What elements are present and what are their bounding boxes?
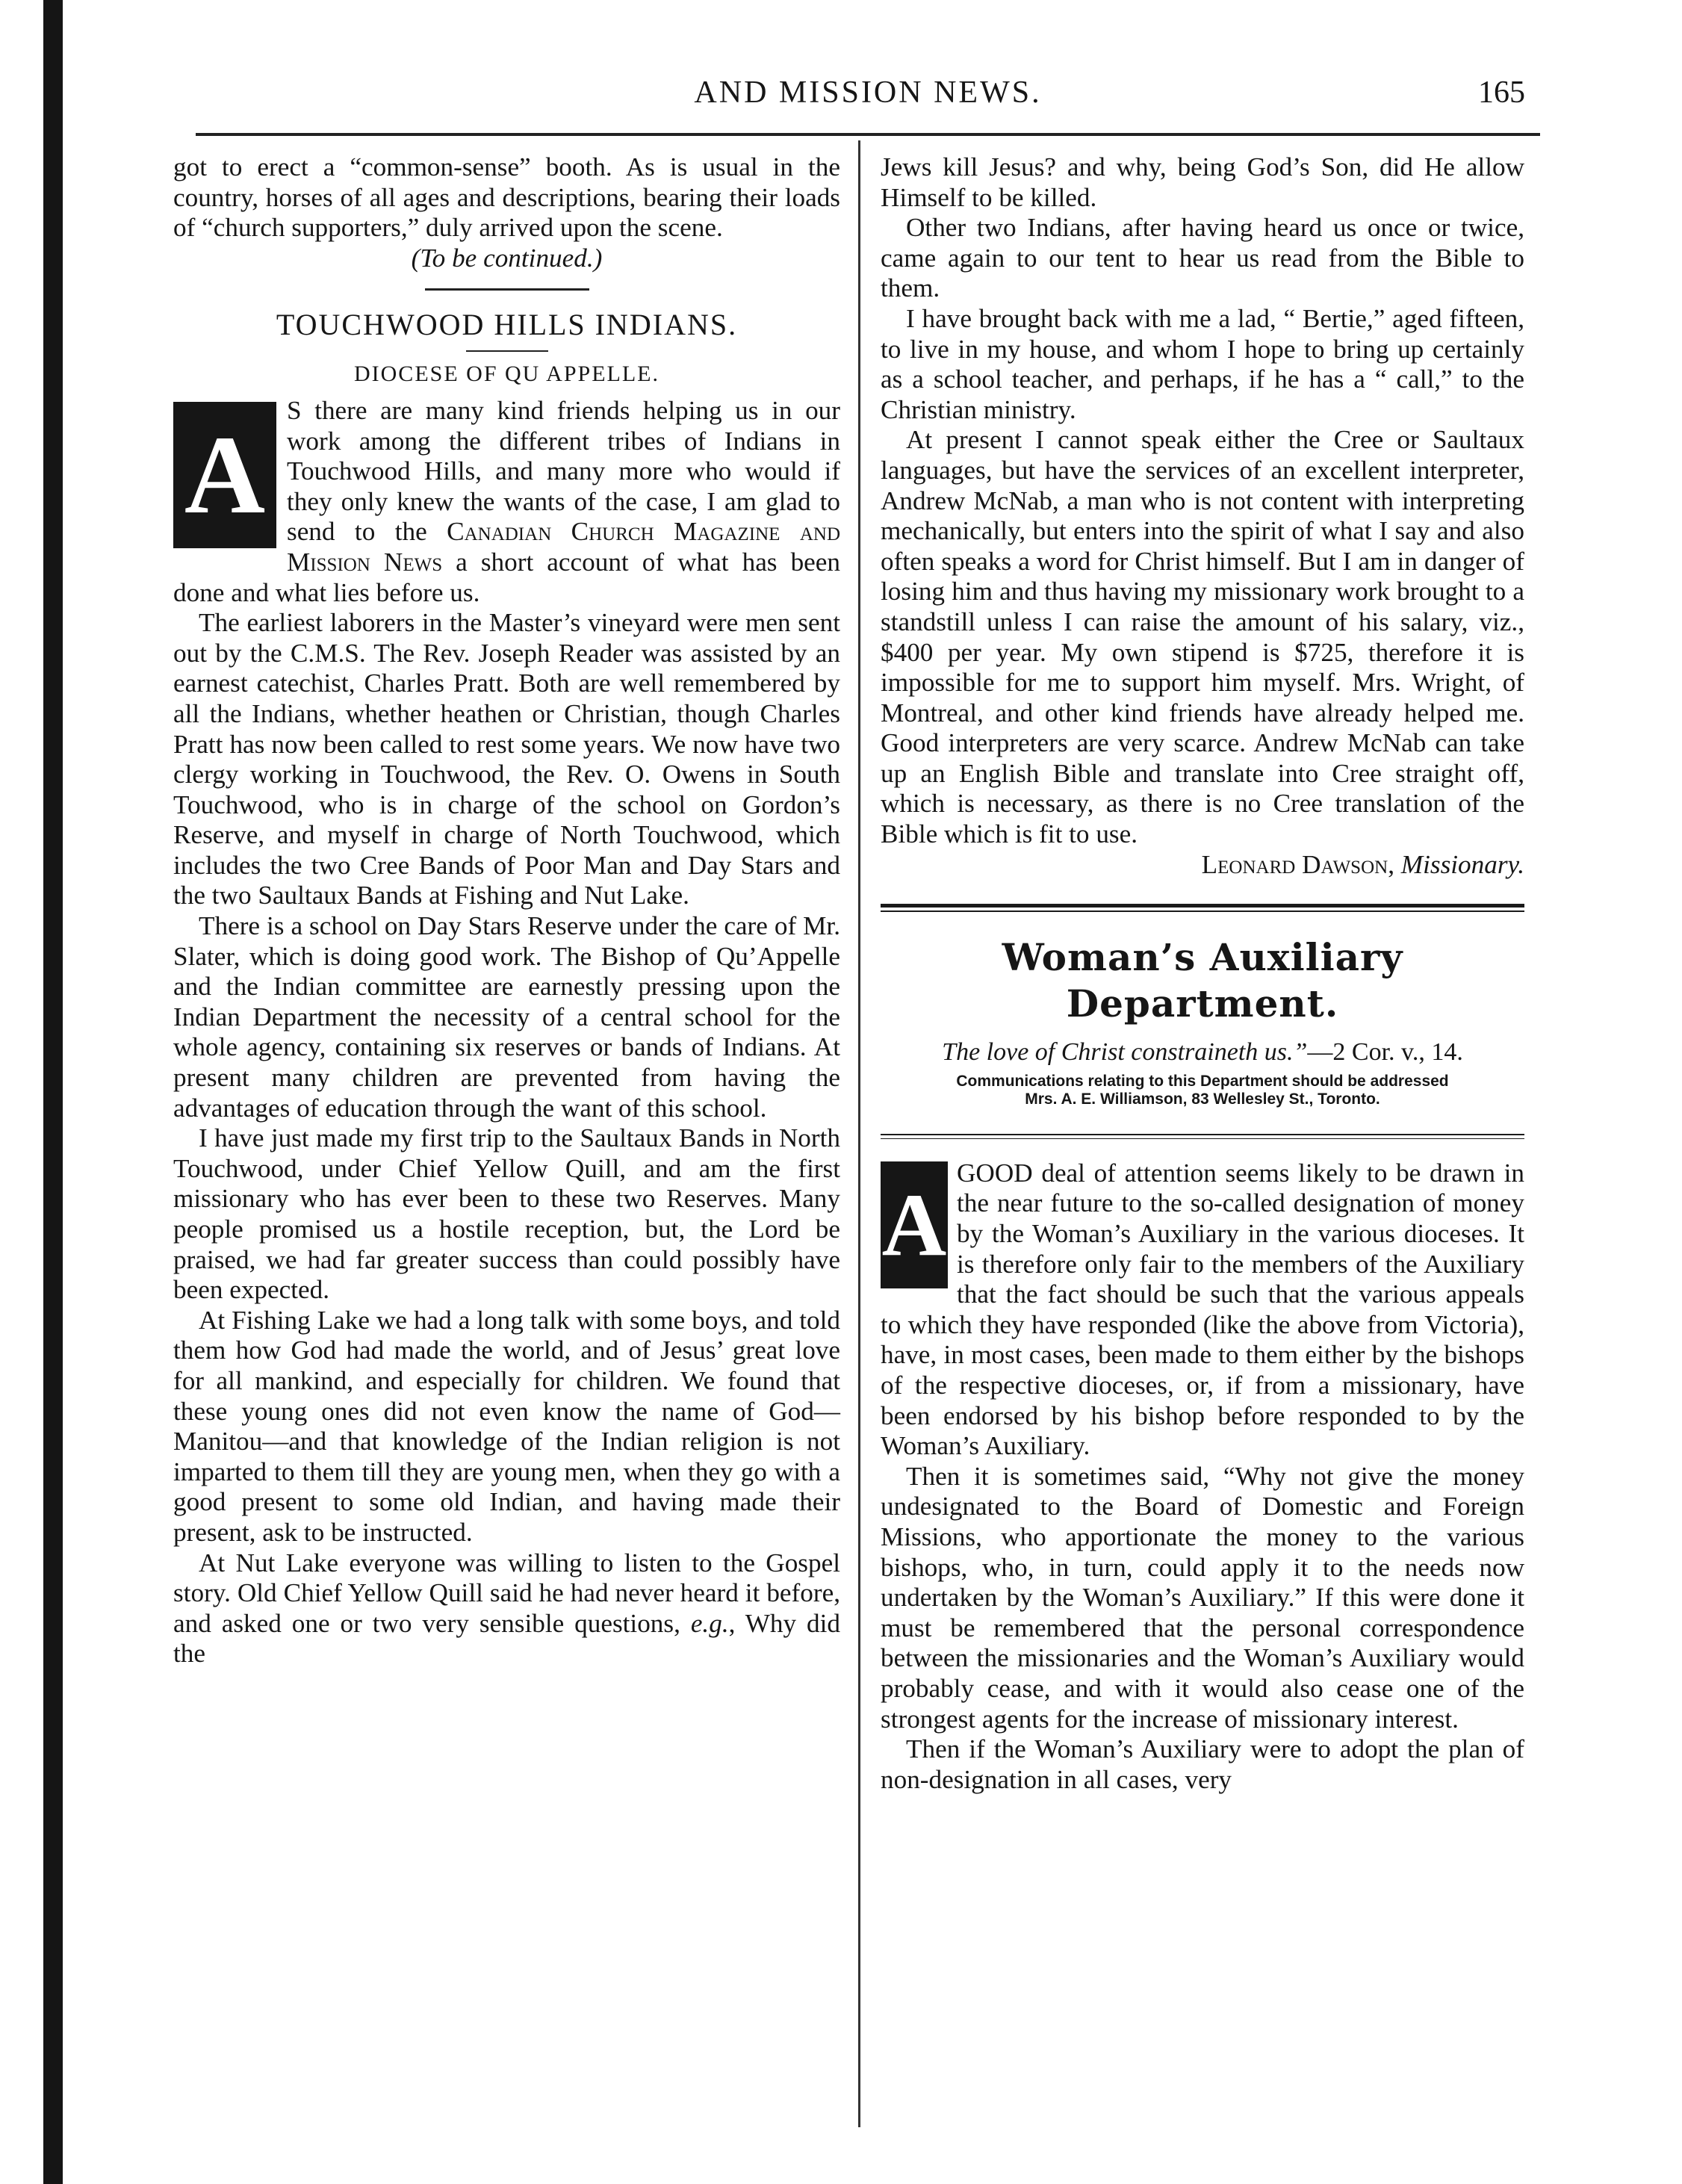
paragraph-1-tail: a short account of what has been done and what lies before us. — [173, 547, 840, 607]
page-number: 165 — [1478, 75, 1525, 110]
column-divider — [858, 140, 860, 2127]
binding-edge — [43, 0, 63, 2184]
article-paragraph-2: The earliest laborers in the Master’s vineyard were men sent out by the C.M.S. The Rev. Joseph Reader was assisted by an earnest catechist, Charles Pratt. Both are well remembered by all the Indians, whether heathen or Christian, though Charles Pratt has now been called to rest some years. We now have two clergy working in Touchwood, the Rev. O. Owens in South Touchwood, who is in charge of the school on Gordon’s Reserve, and myself in charge of North Touchwood, which includes the two Cree Bands of Poor Man and Day Stars and the two Saultaux Bands at Fishing and Nut Lake. — [173, 608, 840, 910]
carry-over-paragraph: got to erect a “common-sense” booth. As is usual in the country, horses of all ages and descriptions, bearing their loads of “church supporters,” duly arrived upon the scene. — [173, 152, 840, 243]
ornamental-drop-cap: A — [173, 402, 276, 548]
to-be-continued: (To be continued.) — [411, 243, 603, 273]
paragraph-6-eg: e.g. — [690, 1608, 729, 1638]
department-paragraph-1 — [881, 1158, 1524, 1462]
running-title: AND MISSION NEWS. — [694, 75, 1042, 110]
paragraph-1-lead: S there are many kind friends helping us in our work among the different tribes of Indians in Touchwood Hills, and many more who would if they only knew the wants of the case, I am glad to send to the — [287, 395, 840, 547]
header-rule — [196, 133, 1540, 136]
section-rule — [425, 288, 589, 291]
notice-line-2: Mrs. A. E. Williamson, 83 Wellesley St., Toronto. — [1025, 1090, 1380, 1108]
notice-rule — [881, 1134, 1524, 1139]
article-title: TOUCHWOOD HILLS INDIANS. — [276, 308, 738, 342]
signature-role: Missionary. — [1400, 849, 1524, 879]
department-paragraph-3: Then if the Woman’s Auxiliary were to adopt the plan of non-designation in all cases, very — [881, 1734, 1524, 1794]
department-paragraph-1-text: GOOD deal of attention seems likely to be drawn in the near future to the so-called designation of money by the Woman’s Auxiliary in the various dioceses. It is therefore only fair to the members of the Auxiliary that the fact should be such that the various appeals to which they have responded (like the above from Victoria), have, in most cases, been made to them either by the bishops of the respective dioceses, or, if from a missionary, have been endorsed by his bishop before responded to by the Woman’s Auxiliary. — [881, 1158, 1524, 1461]
article-paragraph-3: There is a school on Day Stars Reserve under the care of Mr. Slater, which is doing good work. The Bishop of Qu’Appelle and the Indian committee are earnestly pressing upon the Indian Department the necessity of a central school for the whole agency, containing six reserves or bands of Indians. At present many children are prevented from having the advantages of education through the want of this school. — [173, 911, 840, 1123]
paragraph-6-tail: , Why did the — [173, 1608, 840, 1669]
left-column — [173, 152, 840, 1669]
department-paragraph-2: Then it is sometimes said, “Why not give the money undesignated to the Board of Domestic and Foreign Missions, who apportionate the money to the various bishops, who, in turn, could apply it to the needs now undertaken by the Woman’s Auxiliary.” If this were done it must be remembered that the personal correspondence between the missionaries and the Woman’s Auxiliary would probably cease, and with it would also cease one of the strongest agents for the increase of missionary interest. — [881, 1461, 1524, 1734]
department-motto — [881, 1037, 1524, 1068]
signature-name: Leonard Dawson, — [1201, 849, 1394, 879]
magazine-page — [173, 69, 1540, 2145]
right-paragraph-4: At present I cannot speak either the Cree or Saultaux languages, but have the services of an excellent interpreter, Andrew McNab, a man who is not content with interpreting mechanically, but enters into the spirit of what I say and also often speaks a word for Christ himself. But I am in danger of losing him and thus having my missionary work brought to a standstill unless I can raise the amount of his salary, viz., $400 per year. My own stipend is $725, therefore it is impossible for me to support him myself. Mrs. Wright, of Montreal, and other kind friends have already helped me. Good interpreters are very scarce. Andrew McNab can take up an English Bible and translate into Cree straight off, which is necessary, as there is no Cree translation of the Bible which is fit to use. — [881, 425, 1524, 849]
notice-line-1: Communications relating to this Department should be addressed — [956, 1072, 1449, 1090]
motto-reference: —2 Cor. v., 14. — [1307, 1038, 1463, 1067]
continued-paragraph: Jews kill Jesus? and why, being God’s Son, did He allow Himself to be killed. — [881, 152, 1524, 212]
department-rule — [881, 904, 1524, 912]
article-paragraph-1 — [173, 396, 840, 608]
ornamental-drop-cap: A — [881, 1161, 948, 1288]
right-paragraph-3: I have brought back with me a lad, “ Bertie,” aged fifteen, to live in my house, and whom I hope to bring up certainly as a school teacher, and perhaps, if he has a “ call,” to the Christian ministry. — [881, 303, 1524, 424]
title-rule — [466, 350, 548, 352]
article-paragraph-4: I have just made my first trip to the Saultaux Bands in North Touchwood, under Chief Yellow Quill, and am the first missionary who has ever been to these two Reserves. Many people promised us a hostile reception, but, the Lord be praised, we had far greater success than could possibly have been expected. — [173, 1123, 840, 1305]
right-paragraph-2: Other two Indians, after having heard us once or twice, came again to our tent to hear us read from the Bible to them. — [881, 213, 1524, 303]
department-title: Woman’s Auxiliary Department. — [1002, 935, 1403, 1026]
page-header — [196, 69, 1540, 140]
paragraph-6-lead: At Nut Lake everyone was willing to listen to the Gospel story. Old Chief Yellow Quill said he had never heard it before, and asked one or two very sensible questions, — [173, 1548, 840, 1638]
motto-quote: The love of Christ constraineth us.” — [942, 1038, 1308, 1067]
article-paragraph-6 — [173, 1548, 840, 1669]
publication-name: Canadian Church Magazine and Mission News — [287, 517, 841, 577]
article-paragraph-5: At Fishing Lake we had a long talk with some boys, and told them how God had made the world, and of Jesus’ great love for all mankind, and especially for children. We found that these young ones did not even know the name of God—Manitou—and that knowledge of the Indian religion is not imparted to them till they are young men, when they go with a good present to some old Indian, and having made their present, ask to be instructed. — [173, 1305, 840, 1547]
department-notice — [881, 1073, 1524, 1108]
signature — [881, 850, 1524, 881]
right-column — [881, 152, 1524, 1795]
article-subtitle: DIOCESE OF QU APPELLE. — [353, 362, 660, 387]
